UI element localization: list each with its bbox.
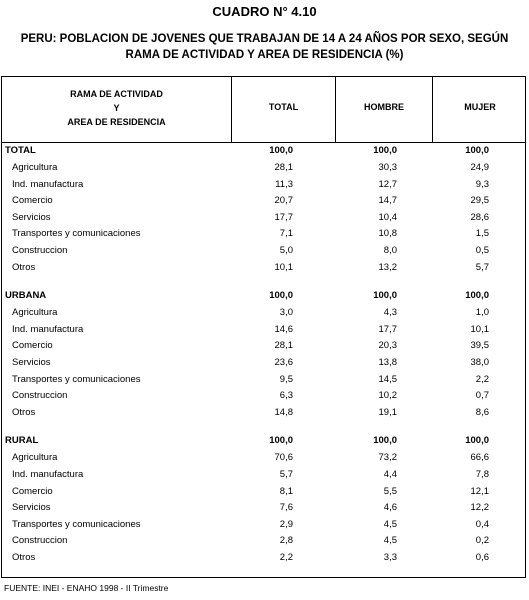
- total-value: 3,0: [279, 307, 293, 319]
- total-value: 10,1: [274, 261, 293, 273]
- header-mujer: MUJER: [464, 102, 496, 112]
- activity-label: Agricultura: [12, 307, 58, 319]
- total-value: 6,3: [279, 390, 293, 402]
- mujer-value: 0,5: [475, 244, 489, 256]
- table-row: [2, 372, 525, 389]
- activity-label: Ind. manufactura: [12, 323, 84, 335]
- total-value: 8,1: [279, 485, 293, 497]
- hombre-value: 4,6: [383, 502, 397, 514]
- mujer-value: 0,2: [475, 535, 489, 547]
- total-value: 17,7: [274, 211, 293, 223]
- table-row: [2, 338, 525, 355]
- subtitle-line-1: PERU: POBLACION DE JOVENES QUE TRABAJAN DE 14 A 24 AÑOS POR SEXO, SEGÚN: [20, 33, 509, 45]
- table-row: [2, 305, 525, 322]
- hombre-value: 5,5: [383, 485, 397, 497]
- table-row: [2, 388, 525, 405]
- section-row: [2, 143, 525, 160]
- table-row: [2, 210, 525, 227]
- mujer-value: 7,8: [475, 468, 489, 480]
- mujer-value: 24,9: [470, 162, 489, 173]
- activity-label: Otros: [12, 551, 36, 563]
- table-row: [2, 467, 525, 484]
- total-value: 7,6: [279, 502, 293, 514]
- hombre-value: 4,3: [383, 307, 397, 319]
- mujer-value: 66,6: [470, 452, 489, 464]
- total-value: 7,1: [279, 228, 293, 240]
- hombre-value: 10,4: [378, 211, 397, 223]
- hombre-value: 14,5: [378, 373, 397, 385]
- mujer-value: 0,6: [475, 551, 489, 563]
- hombre-value: 30,3: [378, 162, 397, 173]
- mujer-value: 100,0: [465, 435, 489, 447]
- section-spacer: [2, 421, 525, 433]
- total-value: 2,2: [279, 551, 293, 563]
- activity-label: Ind. manufactura: [12, 468, 84, 480]
- mujer-value: 38,0: [470, 356, 489, 368]
- mujer-value: 100,0: [465, 145, 489, 156]
- table-subtitle: [0, 31, 529, 63]
- table-row: [2, 500, 525, 517]
- section-label: TOTAL: [5, 145, 36, 156]
- activity-label: Ind. manufactura: [12, 178, 84, 190]
- table-row: [2, 550, 525, 567]
- header-total: TOTAL: [268, 102, 299, 112]
- table-row: [2, 177, 525, 194]
- total-value: 2,9: [279, 518, 293, 530]
- table-row: [2, 450, 525, 467]
- hombre-value: 14,7: [378, 195, 397, 207]
- total-value: 11,3: [275, 178, 293, 190]
- table-header: [2, 77, 525, 143]
- mujer-value: 9,3: [475, 178, 489, 190]
- activity-label: Transportes y comunicaciones: [12, 518, 141, 530]
- total-value: 100,0: [269, 145, 293, 156]
- activity-label: Comercio: [12, 340, 53, 352]
- table-row: [2, 193, 525, 210]
- hombre-value: 100,0: [373, 435, 397, 447]
- hombre-value: 4,5: [383, 518, 397, 530]
- hombre-value: 100,0: [373, 145, 397, 156]
- activity-label: Construccion: [12, 244, 68, 256]
- total-value: 100,0: [269, 290, 293, 302]
- source-note: FUENTE: INEI - ENAHO 1998 - II Trimestre: [4, 583, 169, 593]
- table-title: CUADRO N° 4.10: [212, 4, 317, 19]
- table-row: [2, 226, 525, 243]
- mujer-value: 29,5: [470, 195, 489, 207]
- activity-label: Construccion: [12, 535, 68, 547]
- mujer-value: 1,5: [475, 228, 489, 240]
- mujer-value: 10,1: [470, 323, 489, 335]
- activity-label: Transportes y comunicaciones: [12, 228, 141, 240]
- mujer-value: 28,6: [470, 211, 489, 223]
- subtitle-line-2: RAMA DE ACTIVIDAD Y AREA DE RESIDENCIA (%): [125, 49, 404, 61]
- activity-label: Comercio: [12, 485, 53, 497]
- activity-label: Servicios: [12, 356, 51, 368]
- section-row: [2, 288, 525, 305]
- total-value: 14,6: [274, 323, 293, 335]
- hombre-value: 4,5: [383, 535, 397, 547]
- mujer-value: 2,2: [475, 373, 489, 385]
- hombre-value: 12,7: [378, 178, 397, 190]
- activity-label: Otros: [12, 406, 36, 418]
- activity-label: Comercio: [12, 195, 53, 207]
- total-value: 28,1: [274, 162, 293, 173]
- hombre-value: 20,3: [378, 340, 397, 352]
- hombre-value: 13,8: [378, 356, 397, 368]
- total-value: 70,6: [274, 452, 293, 464]
- header-hombre: HOMBRE: [364, 102, 404, 112]
- table-row: [2, 243, 525, 260]
- total-value: 14,8: [274, 406, 293, 418]
- hombre-value: 19,1: [378, 406, 397, 418]
- table-row: [2, 405, 525, 422]
- mujer-value: 0,7: [475, 390, 489, 402]
- total-value: 5,7: [279, 468, 293, 480]
- table-row: [2, 484, 525, 501]
- total-value: 5,0: [279, 244, 293, 256]
- activity-label: Servicios: [12, 502, 51, 514]
- header-label-line-1: RAMA DE ACTIVIDAD: [70, 89, 163, 99]
- mujer-value: 100,0: [465, 290, 489, 302]
- table-row: [2, 355, 525, 372]
- header-label-line-2: Y: [113, 103, 120, 113]
- table-row: [2, 533, 525, 550]
- mujer-value: 39,5: [470, 340, 489, 352]
- data-table: [1, 76, 526, 578]
- section-label: URBANA: [5, 290, 47, 302]
- mujer-value: 8,6: [475, 406, 489, 418]
- hombre-value: 4,4: [383, 468, 397, 480]
- hombre-value: 8,0: [383, 244, 397, 256]
- activity-label: Servicios: [12, 211, 51, 223]
- hombre-value: 17,7: [378, 323, 397, 335]
- table-body: [2, 143, 525, 566]
- header-label-line-3: AREA DE RESIDENCIA: [67, 117, 166, 127]
- section-spacer: [2, 276, 525, 288]
- total-value: 28,1: [274, 340, 293, 352]
- section-label: RURAL: [5, 435, 39, 447]
- table-row: [2, 260, 525, 277]
- table-row: [2, 322, 525, 339]
- total-value: 2,8: [279, 535, 293, 547]
- hombre-value: 10,8: [378, 228, 397, 240]
- header-label: [2, 87, 231, 129]
- table-row: [2, 517, 525, 534]
- activity-label: Agricultura: [12, 162, 58, 173]
- table-row: [2, 160, 525, 177]
- hombre-value: 13,2: [378, 261, 397, 273]
- mujer-value: 5,7: [475, 261, 489, 273]
- activity-label: Transportes y comunicaciones: [12, 373, 141, 385]
- mujer-value: 12,1: [470, 485, 489, 497]
- total-value: 100,0: [269, 435, 293, 447]
- total-value: 9,5: [279, 373, 293, 385]
- mujer-value: 12,2: [470, 502, 489, 514]
- total-value: 23,6: [274, 356, 293, 368]
- mujer-value: 0,4: [475, 518, 489, 530]
- total-value: 20,7: [274, 195, 293, 207]
- hombre-value: 10,2: [378, 390, 397, 402]
- activity-label: Construccion: [12, 390, 68, 402]
- hombre-value: 100,0: [373, 290, 397, 302]
- hombre-value: 73,2: [378, 452, 397, 464]
- mujer-value: 1,0: [475, 307, 489, 319]
- activity-label: Agricultura: [12, 452, 58, 464]
- section-row: [2, 433, 525, 450]
- activity-label: Otros: [12, 261, 36, 273]
- hombre-value: 3,3: [383, 551, 397, 563]
